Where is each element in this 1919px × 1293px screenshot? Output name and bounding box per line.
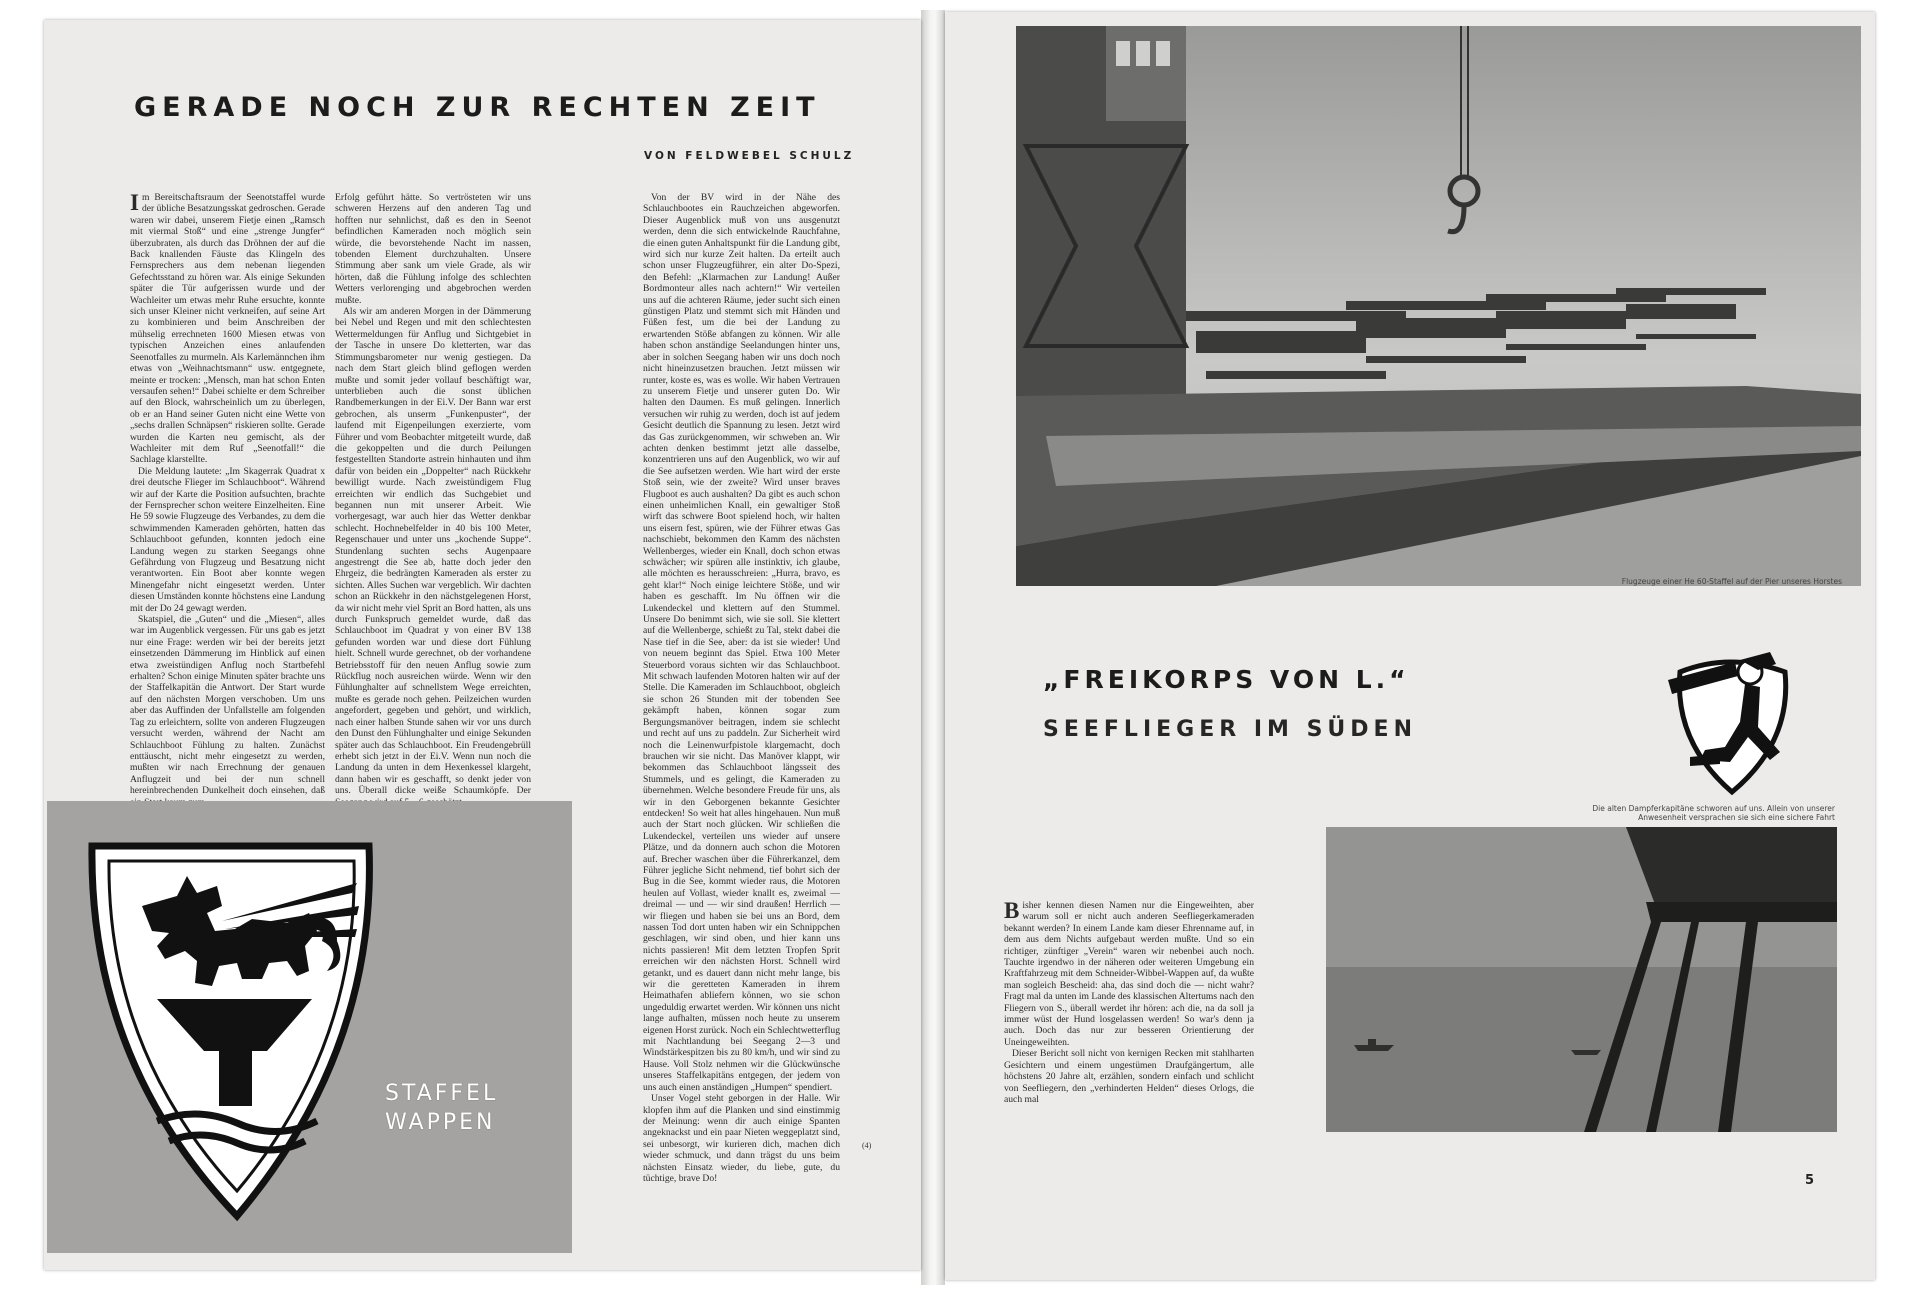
emblem-caption: Die alten Dampferkapitäne schworen auf uns. Allein von unserer Anwesenheit versprachen sie sich eine sichere Fahrt	[1592, 804, 1835, 822]
article-title: „FREIKORPS VON L.“	[1043, 665, 1410, 694]
shield-emblem-icon	[47, 801, 572, 1253]
text-column-right	[1004, 900, 1254, 1145]
paragraph: Bisher kennen diesen Namen nur die Eingeweihten, aber warum soll er nicht auch anderen Seefliegerkameraden bekannt werden? In einem Lande kam dieser Ehrenname auf, in dem aus dem Nichts aufgebaut werden mußte. Und so ein richtiger, zünftiger „Verein“ waren wir nebenbei auch noch. Tauchte irgendwo in der näheren oder weiteren Umgebung ein Kraftfahrzeug mit dem Schneider-Wibbel-Wappen auf, da wußte man sogleich Bescheid: aha, das sind doch die — nicht wahr? Fragt mal da unten im Lande des klassischen Altertums nach den Fliegern von S., überall werdet ihr hören: ach die, na da soll ja immer wüst der Hund losgelassen werden! So war's denn ja auch. Doch das nur zur besseren Orientierung der Uneingeweihten.	[1004, 898, 1254, 1048]
squadron-coat-of-arms	[47, 801, 572, 1253]
sailor-emblem	[1660, 642, 1800, 802]
photo-caption: Flugzeuge einer He 60-Staffel auf der Pier unseres Horstes	[1621, 577, 1842, 586]
text-column-1	[130, 190, 325, 797]
page-number: (4)	[862, 1141, 872, 1150]
paragraph: Die Meldung lautete: „Im Skagerrak Quadrat x drei deutsche Flieger im Schlauchboot“. Während wir auf der Karte die Position aufsuchten, brachte der Fernsprecher schon weitere Einzelheiten. Eine He 59 sowie Flugzeuge des Verbandes, zu dem die schwimmenden Kameraden gehörten, hatten das Schlauchboot gefunden, konnten jedoch eine Landung wegen zu starken Seegangs ohne Gefährdung von Flugzeug und Besatzung nicht verantworten. Ein Boot aber konnte wegen Minengefahr nicht eingesetzt werden. Unter diesen Umständen konnte höchstens eine Landung mit der Do 24 gewagt werden.	[130, 465, 325, 614]
paragraph: Skatspiel, die „Guten“ und die „Miesen“, alles war im Augenblick vergessen. Für uns gab es jetzt nur eine Frage: werden wir bei der bereits jetzt einsetzenden Dämmerung im Hinblick auf einen etwa zweistündigen Anflug noch Startbefehl erhalten? Schon einige Minuten später brachte uns der Staffelkapitän die Antwort. Der Start wurde auf den nächsten Morgen verschoben. Um uns aber das Auffinden der Unfallstelle am folgenden Tag zu erleichtern, sollte von anderen Flugzeugen versucht werden, während der Nacht am Schlauchboot Fühlung zu halten. Zunächst enttäuscht, nicht mehr eingesetzt zu werden, mußten wir nach Errechnung der genauen Anflugzeit und bei der nun schnell hereinbrechenden Dunkelheit doch einsehen, daß	[130, 614, 325, 797]
article-subtitle: SEEFLIEGER IM SÜDEN	[1043, 717, 1417, 742]
right-page	[945, 12, 1875, 1280]
text-column-3	[643, 192, 840, 1184]
drop-cap: B	[1004, 898, 1020, 923]
pier-photo-icon	[1016, 26, 1861, 586]
telescope-sailor-icon	[1660, 642, 1800, 802]
photo-ships-at-sea	[1326, 827, 1837, 1132]
photo-seaplanes-on-pier	[1016, 26, 1861, 586]
article-byline: VON FELDWEBEL SCHULZ	[644, 150, 855, 162]
paragraph: Unser Vogel steht geborgen in der Halle. Wir klopfen ihm auf die Planken und sind einstimmig der Meinung: wenn dir auch einige Spanten angeknackst und ein paar Nieten weggeplatzt sind, sei unbesorgt, wir kurieren dich, machen dich wieder schmuck, und dann trägst du uns beim nächsten Einsatz wieder, du liebe, gute, du tüchtige, brave Do!	[643, 1093, 840, 1184]
page-gutter	[921, 10, 945, 1285]
paragraph: Von der BV wird in der Nähe des Schlauchbootes ein Rauchzeichen abgeworfen. Dieser Augenblick muß von uns ausgenutzt werden, denn die sich entwickelnde Rauchfahne, die einen guten Anhaltspunkt für die Landung gibt, wird sich nur kurze Zeit halten. Da erteilt auch schon unser Flugzeugführer, ein alter Do-Spezi, den Befehl: „Klarmachen zur Landung! Außer Bordmonteur alles nach achtern!“ Wir verteilen uns auf die achteren Räume, jeder sucht sich einen günstigen Platz und stemmt sich mit Händen und Füßen fest, um die bei der Landung zu erwartenden Stöße abfangen zu können. Wir alle haben schon anständige Seelandungen hinter uns, aber in solchen Seegang haben wir uns doch noch nicht hineinzusetzen brauchen. Jetzt müssen wir runter, koste es, was es wolle. Wir haben Vertrauen zu unserem Fietje und unserer guten Do. Wir halten den Daumen. Es muß gelingen. Innerlich versuchen wir ruhig zu werden, doch ist auf jedem Gesicht deutlich die Spannung zu lesen. Jetzt wird das Gas zurückgenommen, wir schweben an. Wir achten denken bestimmt jetzt alle dasselbe, konzentrieren uns auf den Augenblick, wo wir auf die See aufsetzen werden. Wie hart wird der erste Stoß sein, wie der zweite? Wird unser braves Flugboot es auch aushalten? Da gibt es auch schon einen unheimlichen Knall, ein gewaltiger Stoß wirft das schwere Boot spielend hoch, wir halten uns eisern fest, spüren, wie der Führer etwas Gas nachschiebt, bekommen den Kamm des nächsten Wellenberges, wieder ein Knall, doch schon etwas schwächer; wir spüren alle instinktiv, ich glaube, alle möchten es herausschreien: „Hurra, bravo, es geht klar!“ Noch einige leichtere Stöße, und wir haben es geschafft. Im Nu öffnen wir die Lukendeckel und klettern auf den Stummel. Unsere Do benimmt sich, wie sie soll. Sie klettert auf die Wellenberge, schießt zu Tal, stekt dabei die Nase tief in die See, aber: da ist sie wieder! Und von neuem beginnt das Spiel. Etwa 100 Meter Steuerbord voraus sichten wir das Schlauchboot. Mit schwach laufenden Motoren halten wir auf der Stelle. Die Kameraden im Schlauchboot, obgleich sie schon 26 Stunden mit der tobenden See gekämpft haben, können sogar zum Bergungsmanöver beitragen, indem sie schlecht und recht auf uns zu paddeln. Zur Sicherheit wird noch die Leinenwurfpistole klargemacht, doch brauchen wir sie nicht. Das Manöver klappt, wir bekommen das Schlauchboot längsseit des Stummels, und es gelingt, die Kameraden zu übernehmen. Welche besondere Freude für uns, als wir in den Geborgenen bekannte Gesichter entdecken! So weit hat alles hingehauen. Nun muß auch der Start noch glücken. Wir schließen die Lukendeckel, verteilen uns wieder auf unsere Plätze, und da donnern auch schon die Motoren auf. Brecher waschen über die Führerkanzel, dem Führer jegliche Sicht nehmend, tief bohrt sich der Bug in die See, kommt wieder raus, die Motoren heulen auf Vollast, wieder knallt es, zweimal — dreimal — und — wir sind draußen! Herrlich — wir fliegen und haben sie bei uns an Bord, dem nassen Tod dort unten haben wir ein Schnippchen geschlagen, wir sind oben, und hier kann uns nichts passieren! Mit dem letzten Tropfen Sprit erreichen wir den nächsten Horst. Schnell wird getankt, und es dauert dann nicht mehr lange, bis wir die geretteten Kameraden in ihrem Heimathafen abliefern können, wo sie schon ungeduldig erwartet werden. Wir können uns nicht lange aufhalten, müssen noch heute zu unserem eigenen Horst zurück. Noch ein Schlechtwetterflug mit Nachtlandung bei Seegang 2—3 und Windstärkespitzen bis zu 80 km/h, und wir sind zu Hause. Voll Stolz nehmen wir die Glückwünsche unseres Staffelkapitäns entgegen, der jedem von uns auch einen anständigen „Humpen“ spendiert.	[643, 192, 840, 1093]
paragraph: Erfolg geführt hätte. So vertrösteten wir uns schweren Herzens auf den anderen Tag und hofften nur sehnlichst, daß es den in Seenot befindlichen Kameraden noch möglich sein würde, die bevorstehende Nacht im nassen, tobenden Element durchzuhalten. Unsere Stimmung aber sank um viele Grade, als wir hörten, daß die Fühlung infolge des schlechten Wetters verlorenging und abgebrochen werden mußte.	[335, 192, 531, 306]
coat-of-arms-label: STAFFEL WAPPEN	[385, 1081, 499, 1135]
paragraph: Dieser Bericht soll nicht von kernigen Recken mit stahlharten Gesichtern und einem ungestümen Draufgängertum, alle höchstens 20 Jahre alt, erzählen, sondern einfach und schlicht von Seefliegern, den „verhinderten Helden“ dieses Orlogs, die auch mal	[1004, 1048, 1254, 1105]
left-page	[44, 20, 921, 1270]
paragraph: Im Bereitschaftsraum der Seenotstaffel wurde der übliche Besatzungsskat gedroschen. Gerade waren wir dabei, unserem Fietje einen „Ramsch mit viermal Stoß“ und eine „strenge Jungfer“ überzubraten, als durch das Dröhnen der auf die Back knallenden Fäuste das Klingeln des Fernsprechers aus dem nebenan liegenden Gefechtsstand zu hören war. Als einige Sekunden später die Tür aufgerissen wurde und der Wachleiter um etwas mehr Ruhe ersuchte, konnte sich unser Kleiner nicht verkneifen, auf seine Art zu kombinieren und beim Anschreiben der mühselig errechneten 1600 Miesen etwas von typischen Anzeichen eines anlaufenden Seenotfalles zu murmeln. Als Karlemännchen ihm etwas von „Weihnachtsmann“ usw. entgegnete, meinte er trocken: „Mensch, man hat schon Enten versaufen sehen!“ Dabei schielte er dem Schreiber auf den Block, wahrscheinlich um zu überlegen, ob er an Hand seiner Guten nicht eine Wette von „sechs drallen Schnäpsen“ riskieren sollte. Gerade wurden die Karten neu gemischt, als der Wachleiter mit dem Ruf „Seenotfall!“ die Sachlage klarstellte.	[130, 190, 325, 466]
paragraph: Als wir am anderen Morgen in der Dämmerung bei Nebel und Regen und mit den schlechtesten Wettermeldungen für Anflug und Sichtgebiet in der Tasche in unsere Do kletterten, war das Stimmungsbarometer nur wenig gestiegen. Da nach dem Start gleich blind geflogen werden mußte und somit jeder vollauf beschäftigt war, unterblieben auch die sonst üblichen Randbemerkungen in der Ei.V. Der Bann war erst gebrochen, als unserm „Funkenpuster“, der laufend mit Eigenpeilungen exerzierte, vom Führer und vom Beobachter mitgeteilt wurde, daß die gekoppelten und die durch Peilungen festgestellten Standorte astrein hinhauten und ihm dafür von beiden ein „Doppelter“ nach Rückkehr bewilligt wurde. Nach zweistündigem Flug erreichten wir endlich das Suchgebiet und begannen nun mit unserer Arbeit. Wie vorhergesagt, war auch hier das Wetter denkbar schlecht. Hochnebelfelder in 40 bis 100 Meter, Regenschauer und unter uns „kochende Suppe“. Stundenlang suchten sechs Augenpaare angestrengt die See ab, hatte doch jeder den Ehrgeiz, die bedrängten Kameraden als erster zu sichten. Alles Suchen war vergeblich. Wir dachten schon an Rückkehr in den nächstgelegenen Horst, da wir nicht mehr viel Sprit an Bord hatten, als uns durch Funkspruch gemeldet wurde, daß das Schlauchboot im Quadrat y von einer BV 138 gefunden worden war und diese dort Fühlung hielt. Schnell wurde gerechnet, ob der vorhandene Betriebsstoff für den neuen Anflug sowie zum Rückflug noch ausreichen würde. Wenn wir den Fühlunghalter auf schnellstem Wege erreichten, mußte es gerade noch gehen. Peilzeichen wurden angefordert, gegeben und gehört, und wirklich, nach einer halben Stunde sahen wir vor uns durch den Dunst den Fühlunghalter und einige Sekunden später auch das Schlauchboot. Ein Freudengebrüll erhebt sich jetzt in der Ei.V. Wenn nun noch die Landung da unten in dem Hexenkessel klargeht, dann haben wir es geschafft, so denkt jeder von uns. Überall dicke weiße Schaumköpfe. Der	[335, 306, 531, 797]
page-number: 5	[1805, 1173, 1815, 1188]
text-column-2	[335, 192, 531, 797]
ships-photo-icon	[1326, 827, 1837, 1132]
drop-cap: I	[130, 190, 139, 215]
article-title: GERADE NOCH ZUR RECHTEN ZEIT	[134, 92, 821, 123]
